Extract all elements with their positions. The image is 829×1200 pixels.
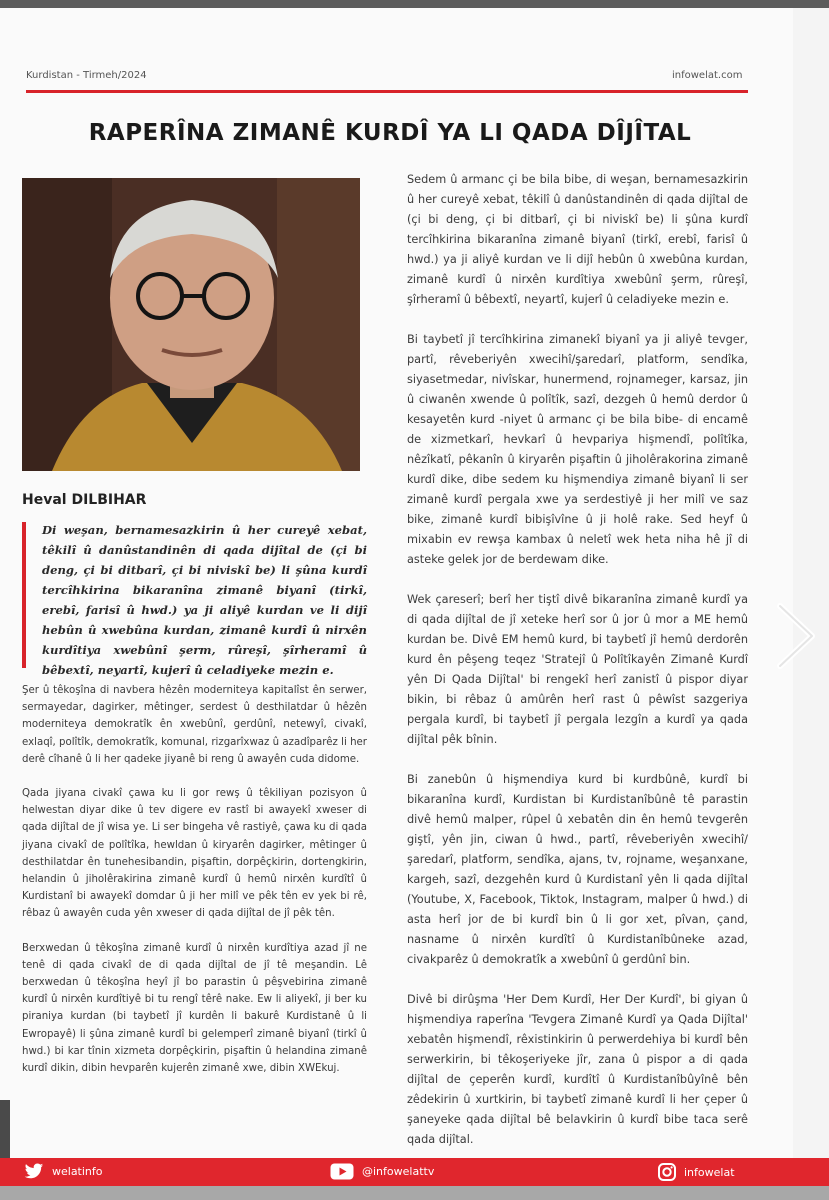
- paragraph: Berxwedan û têkoşîna zimanê kurdî û nirxên kurdîtiya azad jî ne tenê di qada civakî de di qada dijîtal de jî tê meşandin. Lê berxwedan û têkoşîna heyî jî bo parastin û pêşvebirina zimanê kurdî û nirxên kurdîtiyê bi tu rengî têrê nake. Ew li aliyekî, ji ber ku piraniya kurdan (bi taybetî jî kurdên li bakurê Kurdistanê û li Ewropayê) li şûna zimanê kurdî bi gelemperî zimanê biyanî (tirkî û hwd.) bi kar tînin xizmeta dorpêçkirin, pişaftin û helandina zimanê kurdî dikin, dibin hevparên kujerên zimanê xwe, dibin XWEkuj.: [22, 942, 367, 1075]
- right-column: [407, 170, 748, 1170]
- paragraph: Wek çareserî; berî her tiştî divê bikaranîna zimanê kurdî ya di qada dijîtal de jî xeteke herî sor û jor û mor a ME hemû kurdan be. Divê EM hemû kurd, bi taybetî jî hemû derdorên kurd ên pêşeng teqez 'Stratejî û Polîtîkayên Zimanê Kurdî yên Di Qada Dijîtal' bi rengekî herî zanistî û pispor diyar bikin, bi rêbaz û amûrên herî rast û pêwîst sazgeriya pergala kurdî, bi taybetî jî pergala lezgîn a kurdî ya qada dijîtal pêk bînin.: [407, 593, 748, 746]
- issue-label: Kurdistan - Tirmeh/2024: [26, 70, 147, 81]
- social-footer: [0, 1158, 829, 1186]
- site-label: infowelat.com: [672, 70, 743, 81]
- twitter-handle[interactable]: [24, 1163, 103, 1180]
- twitter-label: welatinfo: [52, 1165, 103, 1178]
- paragraph: Şer û têkoşîna di navbera hêzên moderniteya kapitalîst ên serwer, sermayedar, dagirker, mêtinger, serdest û desthilatdar û hêzên moderniteya demokratîk ên xwebûnî, gerdûnî, netewyî, civakî, exlaqî, polîtîk, demokratîk, komunal, rizgarîxwaz û azadîparêz li her derê cîhanê û li her qadeke jiyanê bi reng û awayên cuda didome.: [22, 685, 367, 765]
- instagram-label: infowelat: [684, 1165, 735, 1179]
- bottom-gray-bar: [0, 1186, 829, 1200]
- author-photo: [22, 178, 360, 471]
- paragraph: Qada jiyana civakî çawa ku li gor rewş û têkiliyan pozisyon û helwestan diyar dike û tev digere ev rastî bi awayekî xweser di qada dijîtal de jî wisa ye. Li ser bingeha vê rastiyê, çawa ku di qada jiyana civakî de polîtîka, hewldan û kiryarên dagirker, mêtinger û desthilatdar ên tunehesibandin, pişaftin, dorpêçkirin, dortengkirin, helandin û jiholêrakirina zimanê kurdî û hemû nirxên kurdîtî û Kurdistanî bi awayekî domdar û ji her milî ve pêk tên ev yek bi rê, rêbaz û awayên cuda yên xweser di qada dijîtal de jî pêk tên.: [22, 788, 367, 920]
- youtube-label: @infowelattv: [362, 1165, 435, 1178]
- instagram-handle[interactable]: [658, 1163, 735, 1181]
- author-name: Heval DILBIHAR: [22, 492, 147, 508]
- article-title: RAPERÎNA ZIMANÊ KURDÎ YA LI QADA DÎJÎTAL: [88, 120, 692, 146]
- left-column: [22, 682, 367, 1094]
- paragraph: Divê bi dirûşma 'Her Dem Kurdî, Her Der Kurdî', bi giyan û hişmendiya raperîna 'Tevgera Zimanê Kurdî ya Qada Dijîtal' xebatên hişmendî, rêxistinkirin û perwerdehiya bi kurdî bên serwerkirin, bi têkoşeriyeke jîr, zana û pispor a di qada dijîtal de çeperên kurdî, kurdîtî û Kurdistanîbûyînê bên zêdekirin û xurtkirin, bi taybetî zimanê kurdî li her çeper û şaneyeke qada dijîtal bê belavkirin û kurdî bibe taca serê qada dijîtal.: [407, 993, 748, 1146]
- youtube-icon: [330, 1163, 354, 1180]
- header-divider: [26, 90, 748, 93]
- youtube-handle[interactable]: [330, 1163, 434, 1180]
- chevron-right-icon[interactable]: [770, 600, 820, 672]
- next-page-edge: [793, 8, 829, 1158]
- top-dark-bar: [0, 0, 829, 8]
- twitter-icon: [24, 1163, 44, 1180]
- paragraph: Sedem û armanc çi be bila bibe, di weşan, bernamesazkirin û her cureyê xebat, têkilî û danûstandinên di qada dijîtal de (çi bi deng, çi bi ditbarî, çi bi niviskî be) li şûna kurdî tercîhkirina bikaranîna zimanê biyanî (tirkî, erebî, farisî û hwd.) ya ji aliyê kurdan ve li dijî hebûn û xwebûna kurdan, zimanê kurdî û nirxên kurdîtiya xwebûnî şerm, rûreşî, şîrheramî û bêbextî, neyartî, kujerî û celadiyeke mezin e.: [407, 173, 748, 306]
- instagram-icon: [658, 1163, 676, 1181]
- paragraph: Bi taybetî jî tercîhkirina zimanekî biyanî ya ji aliyê tevger, partî, rêveberiyên xwecihî/şaredarî, platform, sendîka, siyasetmedar, nivîskar, hunermend, rojnameger, karsaz, jin û ciwanên xwende û polîtîk, sazî, dezgeh û hemû derdor û kesayetên kurd -niyet û armanc çi be bila bibe- di encamê de xizmetkarî, hevkarî û hevpariya hişmendî, polîtîka, nêzîkatî, pêkanîn û kiryarên pişaftin û jiholêrakorina zimanê kurdî dike, dibe sedem ku hişmendiya zimanê biyanî li ser zimanê kurdî pergala xwe ya serdestiyê ji her milî ve saz bike, zimanê kurdî bibişîvîne û ji holê rake. Sed heyf û mixabin ev rewşa kambax û neletî wek heta niha hê jî di asteke gelek jor de berdewam dike.: [407, 333, 748, 566]
- pull-quote: Di weşan, bernamesazkirin û her cureyê xebat, têkilî û danûstandinên di qada dijîtal de (çi bi deng, çi bi ditbarî, çi bi niviskî be) li şûna kurdî tercîhkirina bikaranîna zimanê biyanî (tirkî, erebî, farisî û hwd.) ya ji aliyê kurdan ve li dijî hebûn û xwebûna kurdan, zimanê kurdî û nirxên kurdîtiya xwebûnî şerm, rûreşî, şîrheramî û bêbextî, neyartî, kujerî û celadiyeke mezin e.: [42, 523, 367, 677]
- quote-accent-bar: [22, 522, 26, 668]
- page-edge-shadow: [0, 1100, 10, 1158]
- paragraph: Bi zanebûn û hişmendiya kurd bi kurdbûnê, kurdî bi bikaranîna kurdî, Kurdistan bi Kurdistanîbûnê tê parastin divê hemû malper, rûpel û xebatên din ên hemû tevgerên giştî, yên jin, ciwan û hwd., partî, rêveberiyên xwecihî/şaredarî, platform, sendîka, ajans, tv, rojname, weşanxane, kargeh, sazî, dezgehên kurd û Kurdistanî yên li qada dijîtal (Youtube, X, Facebook, Tiktok, Instagram, malper û hwd.) di asta herî jor de bi kurdî bin û li gor xet, pîvan, çand, nasname û nirxên kurdîtî û Kurdistanîbûneke azad, civakparêz û demokratîk a xwebûnî û gerdûnî bin.: [407, 773, 748, 966]
